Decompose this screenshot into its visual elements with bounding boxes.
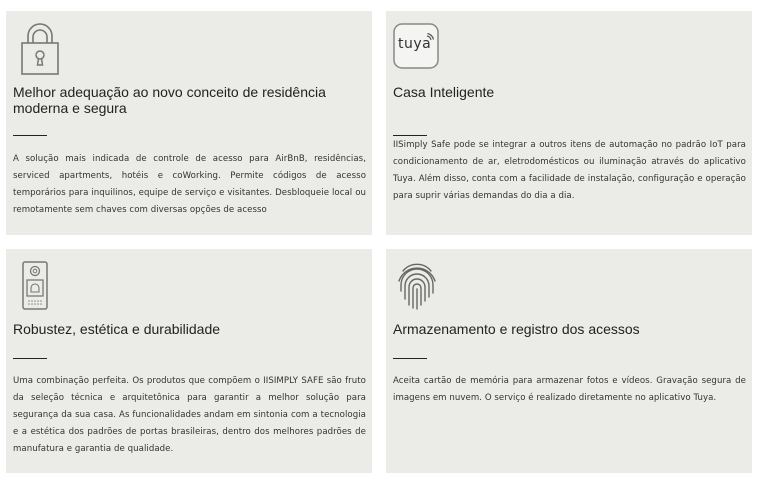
card-description: IISimply Safe pode se integrar a outros itens de automação no padrão IoT para condicionamento de ar, eletrodomésticos ou iluminação através do aplicativo Tuya. Além disso, conta com a facilidade de instalação, configuração e operação para suprir várias demandas do dia a dia. bbox=[393, 140, 746, 201]
card-description: Uma combinação perfeita. Os produtos que compõem o IISIMPLY SAFE são fruto da seleção técnica e arquitetônica para garantir a melhor solução para segurança da sua casa. As funcionalidades andam em sintonia com a tecnologia e a estética dos padrões de portas brasileiras, dentro dos melhores padrões de manufatura e garantia de qualidade. bbox=[13, 376, 366, 454]
smart-lock-device-icon bbox=[20, 261, 50, 311]
lock-icon bbox=[12, 23, 68, 79]
tuya-logo-icon bbox=[393, 23, 439, 69]
title-divider bbox=[393, 135, 427, 136]
fingerprint-icon bbox=[395, 261, 439, 311]
feature-card-storage bbox=[386, 249, 752, 473]
title-divider bbox=[393, 358, 427, 359]
card-description: Aceita cartão de memória para armazenar fotos e vídeos. Gravação segura de imagens em nuvem. O serviço é realizado diretamente no aplicativo Tuya. bbox=[393, 376, 746, 403]
card-description: A solução mais indicada de controle de acesso para AirBnB, residências, serviced apartments, hotéis e coWorking. Permite códigos de acesso temporários para inquilinos, equipe de serviço e visitantes. Desbloqueie local ou remotamente sem chaves com diversas opções de acesso bbox=[13, 154, 366, 215]
card-title: Robustez, estética e durabilidade bbox=[13, 321, 221, 337]
feature-card-smart-home bbox=[386, 11, 752, 235]
tuya-logo-text: tuya bbox=[398, 36, 432, 52]
feature-card-modern-residence bbox=[6, 11, 372, 235]
title-divider bbox=[13, 135, 47, 136]
card-title: Casa Inteligente bbox=[393, 84, 495, 100]
title-divider bbox=[13, 358, 47, 359]
card-title: Armazenamento e registro dos acessos bbox=[393, 321, 640, 337]
card-title: Melhor adequação ao novo conceito de residência moderna e segura bbox=[13, 84, 326, 116]
feature-card-durability bbox=[6, 249, 372, 473]
